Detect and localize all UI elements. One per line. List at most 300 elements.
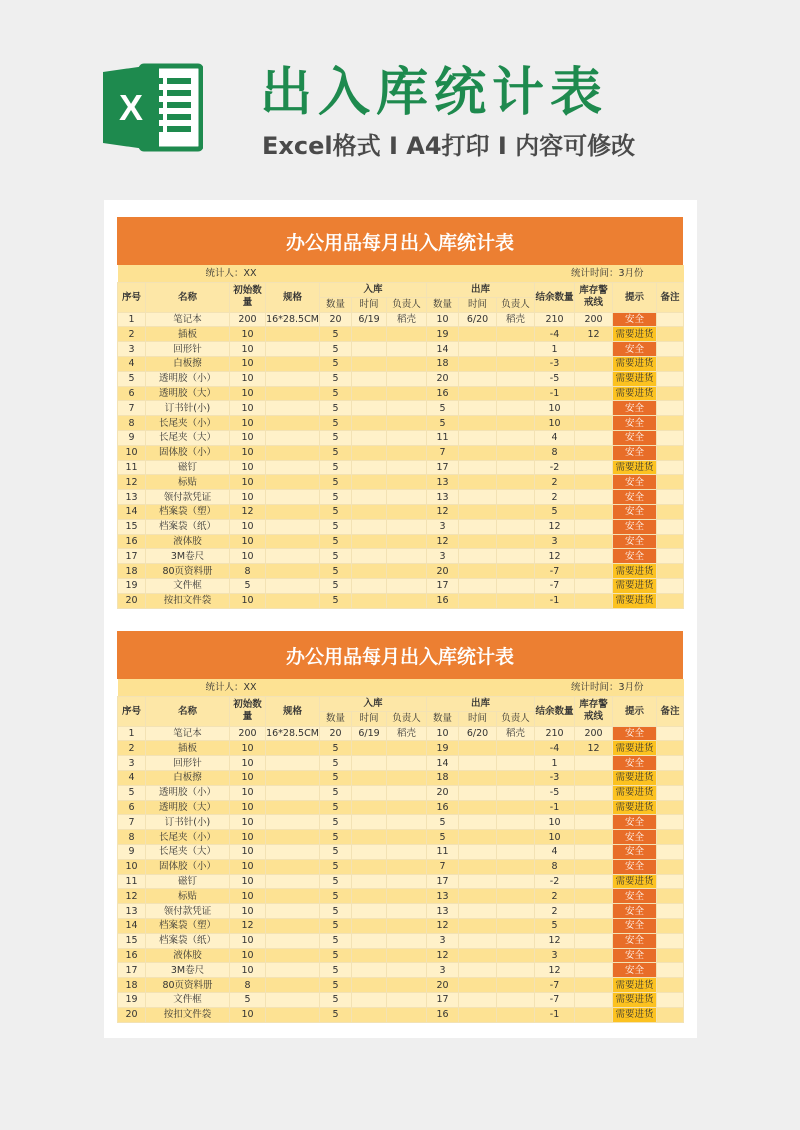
header-name: 名称: [146, 697, 230, 727]
cell-note: [657, 564, 684, 579]
cell-name: 按扣文件袋: [146, 593, 230, 608]
cell-out-owner: [497, 430, 535, 445]
cell-out-qty: 20: [427, 978, 459, 993]
cell-in-owner: [387, 534, 427, 549]
cell-in-owner: [387, 564, 427, 579]
cell-initial: 10: [230, 401, 266, 416]
cell-in-qty: 5: [320, 430, 352, 445]
cell-alert: 200: [575, 312, 613, 327]
cell-alert: [575, 445, 613, 460]
table-row: [118, 874, 684, 889]
cell-out-qty: 20: [427, 564, 459, 579]
cell-in-owner: [387, 578, 427, 593]
cell-tip: 需要进货: [613, 386, 657, 401]
cell-in-time: [352, 445, 387, 460]
cell-no: 8: [118, 416, 146, 431]
cell-initial: 8: [230, 564, 266, 579]
cell-name: 订书针(小): [146, 815, 230, 830]
cell-out-qty: 17: [427, 874, 459, 889]
excel-logo-icon: [103, 60, 203, 155]
cell-in-owner: [387, 430, 427, 445]
cell-balance: 10: [535, 815, 575, 830]
cell-note: [657, 371, 684, 386]
cell-in-time: [352, 430, 387, 445]
table-row: [118, 519, 684, 534]
cell-name: 液体胶: [146, 948, 230, 963]
cell-in-time: [352, 386, 387, 401]
cell-initial: 8: [230, 978, 266, 993]
cell-out-owner: [497, 963, 535, 978]
cell-out-qty: 5: [427, 401, 459, 416]
header-spec: 规格: [266, 283, 320, 313]
cell-out-qty: 5: [427, 416, 459, 431]
cell-out-qty: 12: [427, 918, 459, 933]
cell-balance: 12: [535, 933, 575, 948]
table-row: [118, 593, 684, 608]
cell-no: 14: [118, 918, 146, 933]
cell-out-qty: 10: [427, 312, 459, 327]
cell-in-time: [352, 416, 387, 431]
cell-in-time: [352, 844, 387, 859]
header-out-owner: 负责人: [497, 711, 535, 726]
cell-alert: [575, 430, 613, 445]
cell-tip: 安全: [613, 312, 657, 327]
header-note: 备注: [657, 283, 684, 313]
cell-out-time: [459, 460, 497, 475]
cell-in-time: [352, 770, 387, 785]
cell-note: [657, 741, 684, 756]
cell-out-owner: [497, 978, 535, 993]
cell-balance: 1: [535, 342, 575, 357]
cell-out-owner: [497, 564, 535, 579]
cell-out-time: [459, 741, 497, 756]
header-initial-qty: 初始数量: [230, 697, 266, 727]
cell-in-qty: 5: [320, 549, 352, 564]
cell-alert: [575, 815, 613, 830]
cell-in-time: [352, 564, 387, 579]
cell-no: 2: [118, 327, 146, 342]
cell-in-qty: 5: [320, 460, 352, 475]
cell-initial: 10: [230, 416, 266, 431]
cell-in-owner: [387, 785, 427, 800]
cell-note: [657, 800, 684, 815]
cell-spec: [266, 978, 320, 993]
cell-name: 标贴: [146, 475, 230, 490]
cell-note: [657, 519, 684, 534]
cell-no: 16: [118, 948, 146, 963]
cell-name: 档案袋（塑）: [146, 504, 230, 519]
cell-initial: 10: [230, 460, 266, 475]
cell-in-owner: [387, 460, 427, 475]
cell-out-qty: 19: [427, 327, 459, 342]
table-row: [118, 475, 684, 490]
cell-spec: [266, 416, 320, 431]
cell-spec: [266, 475, 320, 490]
cell-in-qty: 5: [320, 593, 352, 608]
cell-alert: [575, 356, 613, 371]
table-row: [118, 342, 684, 357]
cell-tip: 需要进货: [613, 371, 657, 386]
cell-out-time: [459, 401, 497, 416]
cell-note: [657, 578, 684, 593]
cell-initial: 10: [230, 815, 266, 830]
cell-no: 13: [118, 490, 146, 505]
cell-out-qty: 11: [427, 844, 459, 859]
cell-alert: [575, 475, 613, 490]
cell-name: 回形针: [146, 756, 230, 771]
cell-in-time: [352, 963, 387, 978]
cell-name: 按扣文件袋: [146, 1007, 230, 1022]
cell-tip: 安全: [613, 904, 657, 919]
cell-out-time: [459, 844, 497, 859]
cell-no: 18: [118, 564, 146, 579]
cell-no: 8: [118, 830, 146, 845]
cell-initial: 10: [230, 830, 266, 845]
sheet-title: 办公用品每月出入库统计表: [117, 631, 683, 679]
cell-out-qty: 17: [427, 992, 459, 1007]
cell-tip: 安全: [613, 830, 657, 845]
table-row: [118, 844, 684, 859]
cell-in-time: [352, 519, 387, 534]
cell-in-qty: 5: [320, 386, 352, 401]
cell-tip: 安全: [613, 504, 657, 519]
cell-out-time: [459, 490, 497, 505]
cell-initial: 10: [230, 933, 266, 948]
cell-name: 透明胶（大）: [146, 800, 230, 815]
cell-name: 透明胶（小）: [146, 785, 230, 800]
cell-initial: 10: [230, 844, 266, 859]
cell-note: [657, 356, 684, 371]
cell-no: 17: [118, 963, 146, 978]
logo-letter: X: [118, 87, 144, 128]
cell-note: [657, 1007, 684, 1022]
cell-out-time: [459, 386, 497, 401]
cell-spec: [266, 578, 320, 593]
cell-in-qty: 5: [320, 445, 352, 460]
cell-in-time: [352, 490, 387, 505]
cell-no: 1: [118, 726, 146, 741]
cell-alert: [575, 874, 613, 889]
cell-in-owner: [387, 386, 427, 401]
cell-name: 领付款凭证: [146, 904, 230, 919]
cell-tip: 需要进货: [613, 992, 657, 1007]
cell-tip: 安全: [613, 342, 657, 357]
header-initial-qty: 初始数量: [230, 283, 266, 313]
cell-in-time: [352, 578, 387, 593]
cell-in-qty: 5: [320, 992, 352, 1007]
cell-balance: 210: [535, 726, 575, 741]
table-row: [118, 386, 684, 401]
cell-out-owner: [497, 800, 535, 815]
cell-alert: 12: [575, 327, 613, 342]
cell-out-time: [459, 504, 497, 519]
cell-no: 16: [118, 534, 146, 549]
cell-out-qty: 3: [427, 549, 459, 564]
cell-in-owner: [387, 844, 427, 859]
cell-balance: -5: [535, 371, 575, 386]
table-row: [118, 815, 684, 830]
cell-in-qty: 5: [320, 1007, 352, 1022]
cell-out-qty: 13: [427, 475, 459, 490]
cell-in-time: [352, 830, 387, 845]
cell-in-owner: [387, 933, 427, 948]
cell-no: 5: [118, 371, 146, 386]
cell-out-qty: 13: [427, 490, 459, 505]
cell-alert: [575, 756, 613, 771]
table-row: [118, 534, 684, 549]
cell-in-qty: 5: [320, 416, 352, 431]
cell-in-time: [352, 504, 387, 519]
cell-out-qty: 12: [427, 504, 459, 519]
cell-in-qty: 5: [320, 519, 352, 534]
cell-in-qty: 5: [320, 356, 352, 371]
cell-spec: [266, 770, 320, 785]
cell-in-qty: 5: [320, 963, 352, 978]
cell-out-time: [459, 815, 497, 830]
table-row: [118, 504, 684, 519]
cell-in-time: [352, 859, 387, 874]
cell-balance: 2: [535, 889, 575, 904]
cell-note: [657, 490, 684, 505]
cell-in-owner: [387, 416, 427, 431]
cell-name: 文件框: [146, 578, 230, 593]
cell-initial: 10: [230, 475, 266, 490]
cell-name: 长尾夹（大）: [146, 844, 230, 859]
cell-in-qty: 20: [320, 312, 352, 327]
cell-out-time: [459, 992, 497, 1007]
header-in-owner: 负责人: [387, 297, 427, 312]
cell-spec: [266, 327, 320, 342]
cell-balance: -3: [535, 770, 575, 785]
cell-tip: 需要进货: [613, 1007, 657, 1022]
cell-in-owner: [387, 874, 427, 889]
cell-spec: [266, 371, 320, 386]
table-row: [118, 756, 684, 771]
cell-no: 4: [118, 356, 146, 371]
sheet-title: 办公用品每月出入库统计表: [117, 217, 683, 265]
cell-tip: 安全: [613, 445, 657, 460]
cell-note: [657, 815, 684, 830]
cell-name: 80页资料册: [146, 978, 230, 993]
cell-in-qty: 5: [320, 830, 352, 845]
cell-tip: 需要进货: [613, 460, 657, 475]
cell-out-time: [459, 889, 497, 904]
cell-out-qty: 18: [427, 770, 459, 785]
table-row: [118, 800, 684, 815]
cell-out-owner: [497, 933, 535, 948]
cell-balance: -5: [535, 785, 575, 800]
cell-alert: [575, 992, 613, 1007]
cell-spec: [266, 815, 320, 830]
cell-tip: 需要进货: [613, 770, 657, 785]
cell-alert: [575, 504, 613, 519]
cell-note: [657, 992, 684, 1007]
cell-out-owner: [497, 519, 535, 534]
cell-out-owner: [497, 874, 535, 889]
cell-balance: 5: [535, 504, 575, 519]
cell-alert: [575, 519, 613, 534]
cell-alert: [575, 386, 613, 401]
cell-in-qty: 5: [320, 475, 352, 490]
cell-initial: 10: [230, 593, 266, 608]
cell-out-owner: [497, 475, 535, 490]
cell-in-time: [352, 933, 387, 948]
cell-note: [657, 963, 684, 978]
cell-balance: -2: [535, 874, 575, 889]
cell-no: 1: [118, 312, 146, 327]
cell-in-time: [352, 549, 387, 564]
cell-name: 标贴: [146, 889, 230, 904]
table-row: [118, 948, 684, 963]
cell-out-time: [459, 430, 497, 445]
cell-out-qty: 13: [427, 904, 459, 919]
cell-in-time: [352, 534, 387, 549]
cell-no: 7: [118, 815, 146, 830]
cell-balance: -4: [535, 327, 575, 342]
cell-initial: 10: [230, 386, 266, 401]
cell-note: [657, 889, 684, 904]
cell-note: [657, 342, 684, 357]
cell-no: 17: [118, 549, 146, 564]
sub-title: Excel格式 I A4打印 I 内容可修改: [262, 132, 636, 160]
cell-out-owner: [497, 445, 535, 460]
header-no: 序号: [118, 697, 146, 727]
header-out-qty: 数量: [427, 297, 459, 312]
table-row: [118, 933, 684, 948]
cell-no: 19: [118, 992, 146, 1007]
header-tip: 提示: [613, 283, 657, 313]
cell-tip: 需要进货: [613, 785, 657, 800]
cell-initial: 10: [230, 519, 266, 534]
main-title: 出入库统计表: [260, 63, 609, 123]
table-row: [118, 445, 684, 460]
cell-in-owner: [387, 963, 427, 978]
table-row: [118, 770, 684, 785]
sheet-1: [117, 217, 683, 609]
cell-spec: [266, 460, 320, 475]
cell-spec: [266, 918, 320, 933]
cell-in-qty: 5: [320, 401, 352, 416]
cell-tip: 安全: [613, 475, 657, 490]
stat-time: 统计时间：3月份: [427, 265, 684, 283]
cell-out-time: [459, 519, 497, 534]
cell-in-time: [352, 371, 387, 386]
header-name: 名称: [146, 283, 230, 313]
cell-out-time: [459, 933, 497, 948]
cell-out-qty: 11: [427, 430, 459, 445]
cell-name: 3M卷尺: [146, 963, 230, 978]
cell-initial: 5: [230, 992, 266, 1007]
header-note: 备注: [657, 697, 684, 727]
cell-out-qty: 14: [427, 756, 459, 771]
header-balance: 结余数量: [535, 697, 575, 727]
cell-spec: [266, 445, 320, 460]
table-row: [118, 785, 684, 800]
cell-tip: 需要进货: [613, 741, 657, 756]
cell-no: 11: [118, 460, 146, 475]
cell-balance: 210: [535, 312, 575, 327]
cell-spec: [266, 992, 320, 1007]
cell-in-qty: 5: [320, 889, 352, 904]
cell-no: 14: [118, 504, 146, 519]
cell-alert: [575, 401, 613, 416]
cell-in-qty: 5: [320, 371, 352, 386]
cell-name: 固体胶（小）: [146, 859, 230, 874]
cell-alert: [575, 460, 613, 475]
cell-in-qty: 5: [320, 859, 352, 874]
cell-out-time: [459, 978, 497, 993]
cell-note: [657, 948, 684, 963]
cell-out-time: [459, 371, 497, 386]
cell-initial: 10: [230, 948, 266, 963]
cell-in-qty: 5: [320, 800, 352, 815]
cell-alert: [575, 918, 613, 933]
cell-out-time: [459, 593, 497, 608]
cell-balance: -1: [535, 593, 575, 608]
cell-in-owner: 稻壳: [387, 312, 427, 327]
cell-in-qty: 5: [320, 874, 352, 889]
cell-in-owner: [387, 889, 427, 904]
cell-out-time: [459, 756, 497, 771]
cell-in-owner: [387, 904, 427, 919]
cell-alert: [575, 830, 613, 845]
table-row: [118, 889, 684, 904]
cell-no: 5: [118, 785, 146, 800]
cell-note: [657, 504, 684, 519]
cell-initial: 12: [230, 504, 266, 519]
cell-out-owner: [497, 401, 535, 416]
cell-in-time: [352, 460, 387, 475]
cell-out-owner: [497, 992, 535, 1007]
cell-initial: 10: [230, 874, 266, 889]
cell-balance: -4: [535, 741, 575, 756]
cell-name: 磁钉: [146, 874, 230, 889]
cell-spec: [266, 874, 320, 889]
cell-alert: [575, 534, 613, 549]
cell-balance: -7: [535, 978, 575, 993]
cell-in-qty: 5: [320, 342, 352, 357]
cell-out-time: [459, 770, 497, 785]
cell-alert: [575, 549, 613, 564]
table-row: [118, 490, 684, 505]
cell-tip: 安全: [613, 430, 657, 445]
cell-balance: 1: [535, 756, 575, 771]
cell-alert: 200: [575, 726, 613, 741]
cell-no: 4: [118, 770, 146, 785]
cell-in-qty: 5: [320, 844, 352, 859]
cell-out-owner: [497, 327, 535, 342]
table-row: [118, 564, 684, 579]
cell-alert: [575, 593, 613, 608]
cell-alert: [575, 342, 613, 357]
cell-out-owner: [497, 948, 535, 963]
cell-spec: [266, 948, 320, 963]
cell-no: 10: [118, 445, 146, 460]
cell-in-owner: [387, 327, 427, 342]
header-in-time: 时间: [352, 711, 387, 726]
cell-alert: [575, 564, 613, 579]
cell-no: 15: [118, 933, 146, 948]
cell-alert: [575, 1007, 613, 1022]
cell-no: 11: [118, 874, 146, 889]
cell-in-time: [352, 741, 387, 756]
cell-note: [657, 785, 684, 800]
cell-spec: 16*28.5CM: [266, 313, 319, 325]
cell-alert: [575, 770, 613, 785]
cell-name: 固体胶（小）: [146, 445, 230, 460]
cell-out-qty: 18: [427, 356, 459, 371]
cell-no: 20: [118, 1007, 146, 1022]
